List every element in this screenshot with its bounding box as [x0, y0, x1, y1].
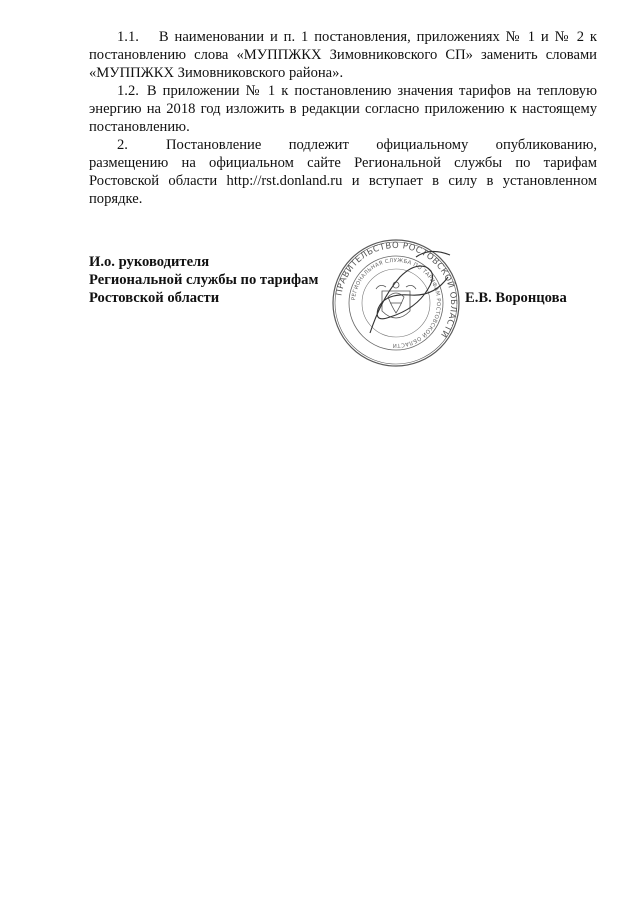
position-line: И.о. руководителя [89, 254, 210, 270]
paragraph-number: 1.2. [117, 83, 139, 99]
paragraph-1-1 [89, 28, 597, 82]
paragraph-1-2 [89, 82, 597, 136]
paragraph-text: Постановление подлежит официальному опубликованию, размещению на официальном сайте Региональной службы по тарифам Ростовской области http://rst.donland.ru и вступает в силу в установленном порядке. [89, 137, 597, 207]
paragraph-2 [89, 136, 597, 208]
position-line: Ростовской области [89, 290, 220, 306]
paragraph-text: В наименовании и п. 1 постановления, приложениях № 1 и № 2 к постановлению слова «МУППЖКХ Зимовниковского СП» заменить словами «МУППЖКХ Зимовниковского района». [89, 29, 597, 81]
position-line: Региональной службы по тарифам [89, 272, 319, 288]
document-body [89, 28, 597, 208]
paragraph-number: 1.1. [117, 29, 139, 45]
paragraph-number: 2. [117, 137, 128, 153]
seal-graphic [330, 237, 462, 369]
paragraph-text: В приложении № 1 к постановлению значения тарифов на тепловую энергию на 2018 год изложить в редакции согласно приложению к настоящему постановлению. [89, 83, 597, 135]
seal-outer-text: ПРАВИТЕЛЬСТВО РОСТОВСКОЙ ОБЛАСТИ [334, 240, 459, 340]
seal-inner-text: РЕГИОНАЛЬНАЯ СЛУЖБА ПО ТАРИФАМ РОСТОВСКОЙ ОБЛАСТИ [351, 257, 442, 349]
signatory-name: Е.В. Воронцова [465, 290, 567, 306]
coat-of-arms-icon [376, 282, 416, 318]
signatory-position [89, 253, 339, 307]
official-seal [330, 237, 462, 369]
